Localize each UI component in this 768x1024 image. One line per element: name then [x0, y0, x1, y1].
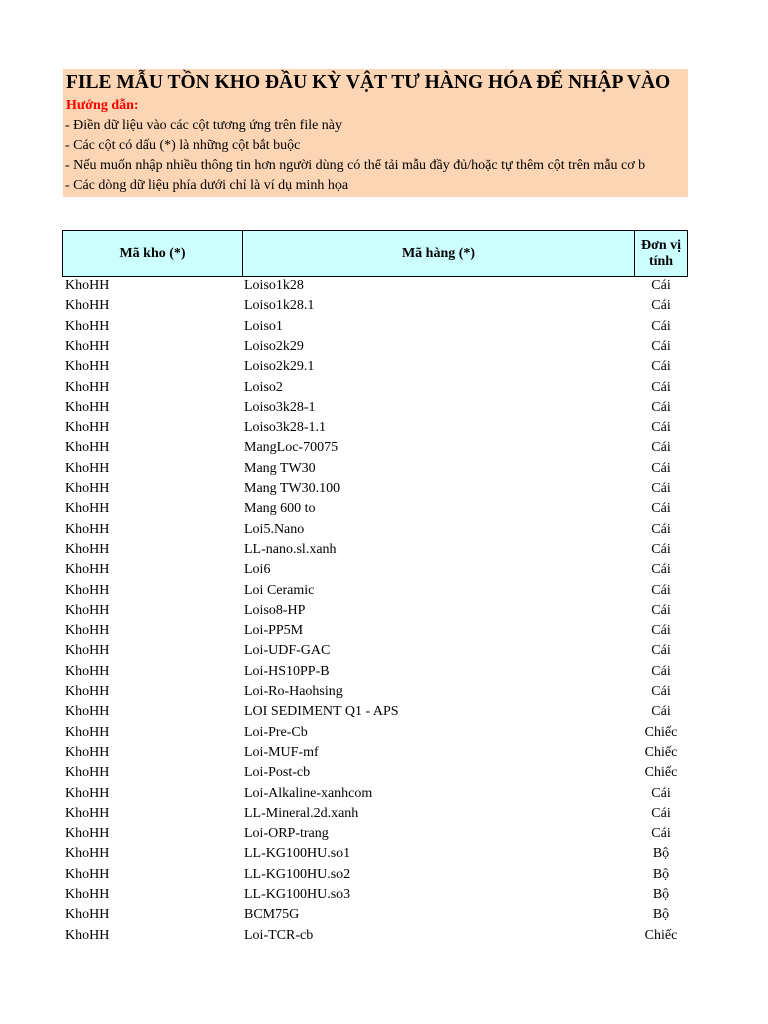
column-header-ma-kho[interactable]: Mã kho (*) [63, 231, 243, 276]
table-row [0, 824, 768, 844]
cell-ma-kho[interactable]: KhoHH [65, 562, 110, 578]
table-header [62, 230, 688, 277]
cell-ma-hang[interactable]: Loiso1 [244, 318, 283, 334]
instruction-note-4: - Các dòng dữ liệu phía dưới chỉ là ví dụ minh họa [65, 178, 349, 193]
table-row [0, 885, 768, 905]
instructions-banner [63, 69, 688, 197]
cell-ma-hang[interactable]: Loi-ORP-trang [244, 826, 329, 842]
cell-don-vi-tinh[interactable]: Cái [651, 359, 671, 375]
cell-ma-hang[interactable]: Loi-Post-cb [244, 765, 311, 781]
cell-don-vi-tinh[interactable]: Bộ [652, 887, 670, 902]
table-row [0, 418, 768, 438]
cell-ma-kho[interactable]: KhoHH [65, 826, 110, 842]
cell-don-vi-tinh[interactable]: Cái [651, 643, 671, 659]
table-row [0, 662, 768, 682]
cell-ma-kho[interactable]: KhoHH [65, 420, 110, 436]
cell-ma-kho[interactable]: KhoHH [65, 887, 110, 902]
cell-don-vi-tinh[interactable]: Cái [651, 521, 671, 537]
cell-ma-hang[interactable]: Loiso2k29 [244, 338, 304, 354]
cell-ma-hang[interactable]: Loi Ceramic [244, 582, 315, 598]
table-row [0, 520, 768, 540]
column-header-don-vi-tinh[interactable]: Đơn vị tính [640, 237, 682, 269]
table-row [0, 581, 768, 601]
table-row [0, 540, 768, 560]
cell-ma-kho[interactable]: KhoHH [65, 359, 110, 375]
table-row [0, 743, 768, 763]
cell-ma-kho[interactable]: KhoHH [65, 623, 110, 639]
table-row [0, 479, 768, 499]
cell-ma-hang[interactable]: Loi-Alkaline-xanhcom [244, 785, 373, 801]
table-row [0, 560, 768, 580]
cell-ma-kho[interactable]: KhoHH [65, 440, 110, 456]
cell-ma-kho[interactable]: KhoHH [65, 765, 110, 781]
cell-ma-hang[interactable]: Loi-HS10PP-B [244, 663, 330, 679]
table-row [0, 378, 768, 398]
cell-ma-kho[interactable]: KhoHH [65, 521, 110, 537]
cell-don-vi-tinh[interactable]: Cái [651, 440, 671, 456]
cell-don-vi-tinh[interactable]: Cái [651, 704, 671, 720]
cell-ma-kho[interactable]: KhoHH [65, 846, 110, 862]
cell-ma-kho[interactable]: KhoHH [65, 460, 110, 476]
table-row [0, 926, 768, 946]
cell-ma-hang[interactable]: LL-Mineral.2d.xanh [244, 805, 359, 821]
cell-ma-kho[interactable]: KhoHH [65, 927, 110, 943]
cell-ma-hang[interactable]: Loiso2 [244, 379, 283, 395]
cell-don-vi-tinh[interactable]: Cái [651, 663, 671, 679]
table-row [0, 296, 768, 316]
cell-don-vi-tinh[interactable]: Cái [651, 602, 671, 618]
table-row [0, 317, 768, 337]
cell-don-vi-tinh[interactable]: Cái [651, 379, 671, 395]
cell-ma-hang[interactable]: BCM75G [244, 907, 300, 923]
cell-don-vi-tinh[interactable]: Cái [651, 805, 671, 821]
cell-ma-kho[interactable]: KhoHH [65, 684, 110, 699]
cell-ma-kho[interactable]: KhoHH [65, 338, 110, 354]
cell-ma-kho[interactable]: KhoHH [65, 663, 110, 679]
table-row [0, 621, 768, 641]
cell-don-vi-tinh[interactable]: Bộ [652, 866, 670, 882]
table-row [0, 337, 768, 357]
cell-ma-hang[interactable]: Loi-TCR-cb [244, 927, 314, 943]
table-row [0, 763, 768, 783]
table-row [0, 601, 768, 621]
cell-don-vi-tinh[interactable]: Cái [651, 562, 671, 578]
cell-ma-kho[interactable]: KhoHH [65, 785, 110, 801]
cell-ma-kho[interactable]: KhoHH [65, 481, 110, 496]
instruction-note-1: - Điền dữ liệu vào các cột tương ứng trên file này [65, 118, 343, 133]
cell-ma-kho[interactable]: KhoHH [65, 541, 110, 557]
cell-ma-hang[interactable]: Loiso1k28 [244, 278, 304, 293]
cell-don-vi-tinh[interactable]: Chiếc [644, 724, 678, 740]
cell-don-vi-tinh[interactable]: Cái [651, 826, 671, 842]
cell-ma-kho[interactable]: KhoHH [65, 724, 110, 740]
table-row [0, 865, 768, 885]
table-row [0, 499, 768, 519]
cell-don-vi-tinh[interactable]: Cái [651, 278, 671, 293]
table-row [0, 398, 768, 418]
cell-ma-kho[interactable]: KhoHH [65, 866, 110, 882]
cell-don-vi-tinh[interactable]: Cái [651, 460, 671, 476]
cell-ma-hang[interactable]: Loiso2k29.1 [244, 359, 315, 375]
cell-don-vi-tinh[interactable]: Cái [651, 338, 671, 354]
cell-ma-hang[interactable]: Loiso8-HP [244, 602, 306, 618]
cell-don-vi-tinh[interactable]: Cái [651, 318, 671, 334]
table-row [0, 459, 768, 479]
table-row [0, 438, 768, 458]
cell-ma-kho[interactable]: KhoHH [65, 602, 110, 618]
cell-don-vi-tinh[interactable]: Cái [651, 399, 671, 415]
cell-ma-hang[interactable]: Loi6 [244, 562, 271, 578]
cell-ma-kho[interactable]: KhoHH [65, 298, 110, 314]
cell-ma-hang[interactable]: Loi-MUF-mf [244, 744, 319, 760]
cell-don-vi-tinh[interactable]: Cái [651, 541, 671, 557]
cell-ma-kho[interactable]: KhoHH [65, 907, 110, 923]
cell-don-vi-tinh[interactable]: Cái [651, 420, 671, 436]
cell-ma-hang[interactable]: Loiso3k28-1 [244, 399, 316, 415]
cell-don-vi-tinh[interactable]: Chiếc [644, 765, 678, 781]
column-header-ma-hang[interactable]: Mã hàng (*) [243, 231, 635, 276]
table-row [0, 905, 768, 925]
cell-ma-hang[interactable]: MangLoc-70075 [244, 440, 339, 456]
cell-don-vi-tinh[interactable]: Bộ [652, 907, 670, 923]
cell-ma-hang[interactable]: LOI SEDIMENT Q1 - APS [244, 704, 399, 720]
cell-ma-kho[interactable]: KhoHH [65, 379, 110, 395]
cell-ma-hang[interactable]: Mang 600 to [244, 501, 316, 517]
cell-ma-hang[interactable]: LL-KG100HU.so3 [244, 887, 351, 902]
table-row [0, 723, 768, 743]
cell-don-vi-tinh[interactable]: Chiếc [644, 927, 678, 943]
cell-ma-hang[interactable]: LL-nano.sl.xanh [244, 541, 337, 557]
table-row [0, 682, 768, 702]
cell-don-vi-tinh[interactable]: Cái [651, 481, 671, 496]
cell-don-vi-tinh[interactable]: Cái [651, 501, 671, 517]
cell-don-vi-tinh[interactable]: Bộ [652, 846, 670, 862]
cell-ma-kho[interactable]: KhoHH [65, 399, 110, 415]
cell-ma-hang[interactable]: Loi-Ro-Haohsing [244, 684, 343, 699]
cell-ma-hang[interactable]: Mang TW30.100 [244, 481, 341, 496]
cell-ma-kho[interactable]: KhoHH [65, 501, 110, 517]
cell-ma-hang[interactable]: Loi-Pre-Cb [244, 724, 308, 740]
cell-ma-hang[interactable]: Loi5.Nano [244, 521, 305, 537]
cell-don-vi-tinh[interactable]: Cái [651, 582, 671, 598]
cell-ma-hang[interactable]: Loi-UDF-GAC [244, 643, 331, 659]
page-title: FILE MẪU TỒN KHO ĐẦU KỲ VẬT TƯ HÀNG HÓA ĐỂ NHẬP VÀO [66, 72, 671, 93]
cell-ma-hang[interactable]: Loi-PP5M [244, 623, 304, 639]
cell-ma-hang[interactable]: Loiso1k28.1 [244, 298, 315, 314]
table-row [0, 702, 768, 722]
cell-ma-kho[interactable]: KhoHH [65, 582, 110, 598]
cell-don-vi-tinh[interactable]: Cái [651, 298, 671, 314]
cell-ma-kho[interactable]: KhoHH [65, 805, 110, 821]
cell-don-vi-tinh[interactable]: Cái [651, 684, 671, 699]
cell-ma-kho[interactable]: KhoHH [65, 318, 110, 334]
cell-ma-kho[interactable]: KhoHH [65, 744, 110, 760]
cell-ma-hang[interactable]: LL-KG100HU.so2 [244, 866, 351, 882]
cell-ma-hang[interactable]: Mang TW30 [244, 460, 316, 476]
table-row [0, 804, 768, 824]
cell-ma-kho[interactable]: KhoHH [65, 704, 110, 720]
table-row [0, 641, 768, 661]
cell-ma-kho[interactable]: KhoHH [65, 278, 110, 293]
instruction-note-3: - Nếu muốn nhập nhiều thông tin hơn người dùng có thể tải mẫu đầy đủ/hoặc tự thêm cột trên mẫu cơ b [65, 158, 646, 173]
cell-ma-hang[interactable]: Loiso3k28-1.1 [244, 420, 327, 436]
table-row [0, 844, 768, 864]
cell-ma-kho[interactable]: KhoHH [65, 643, 110, 659]
cell-ma-hang[interactable]: LL-KG100HU.so1 [244, 846, 351, 862]
table-row [0, 276, 768, 296]
cell-don-vi-tinh[interactable]: Cái [651, 623, 671, 639]
table-row [0, 784, 768, 804]
instruction-note-2: - Các cột có dấu (*) là những cột bắt buộc [65, 138, 301, 153]
table-row [0, 357, 768, 377]
cell-don-vi-tinh[interactable]: Chiếc [644, 744, 678, 760]
cell-don-vi-tinh[interactable]: Cái [651, 785, 671, 801]
guide-label: Hướng dẫn: [66, 98, 139, 113]
